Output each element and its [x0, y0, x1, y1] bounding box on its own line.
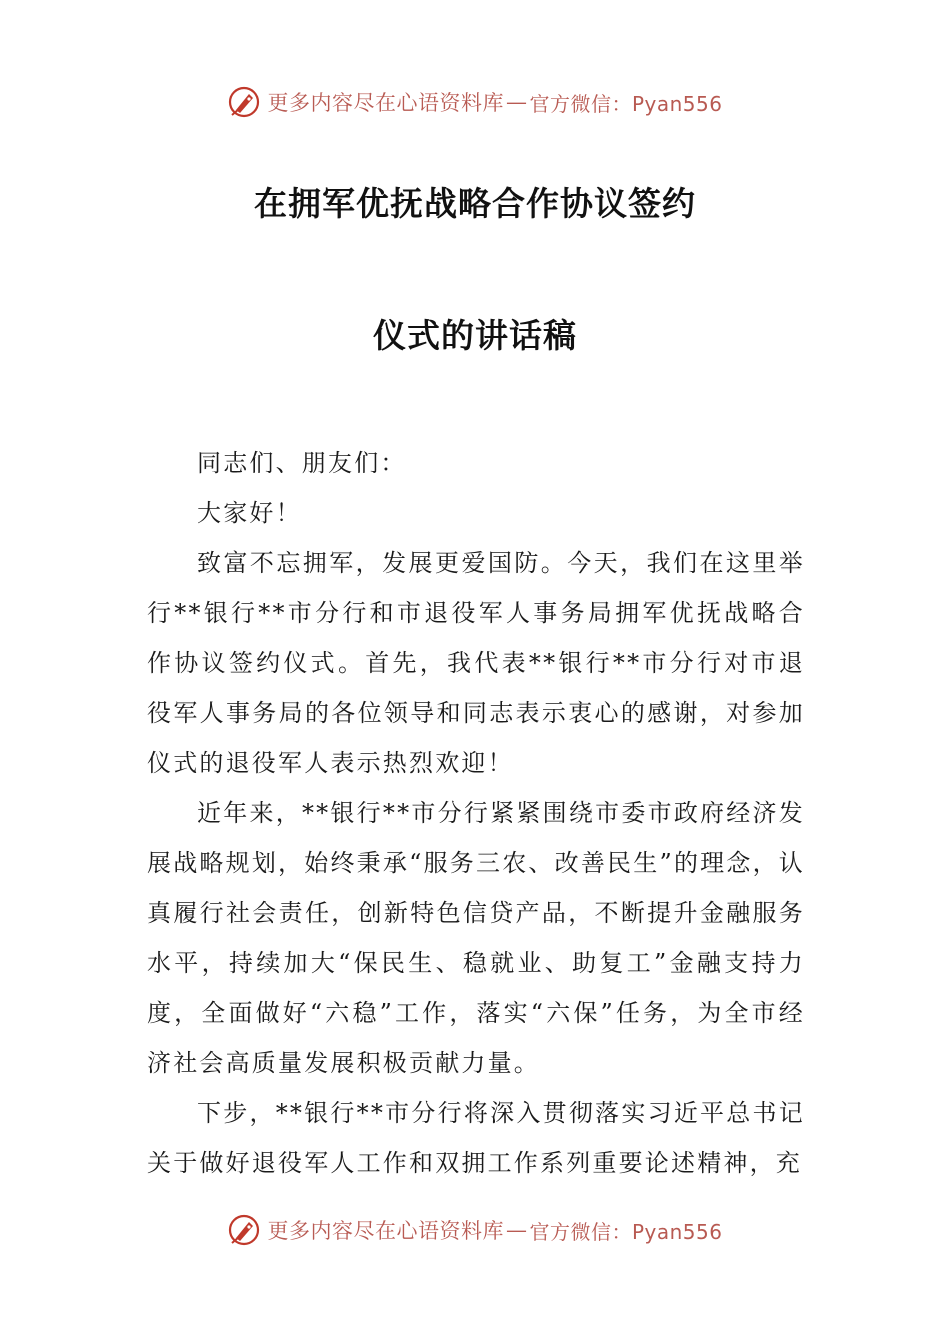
pen-nib-logo-icon	[227, 1213, 261, 1247]
paragraph-3: 下步，**银行**市分行将深入贯彻落实习近平总书记关于做好退役军人工作和双拥工作系列重要论述精神，充	[147, 1099, 805, 1177]
banner-wechat: 官方微信：Pyan556	[529, 91, 723, 116]
banner-wechat: 官方微信：Pyan556	[529, 1219, 723, 1244]
banner-text: 更多内容尽在心语资料库	[267, 91, 504, 115]
footer-watermark-banner	[0, 1210, 950, 1250]
banner-text: 更多内容尽在心语资料库	[267, 1219, 504, 1243]
pen-nib-logo-icon	[227, 85, 261, 119]
paragraph-1: 致富不忘拥军，发展更爱国防。今天，我们在这里举行**银行**市分行和市退役军人事务局拥军优抚战略合作协议签约仪式。首先，我代表**银行**市分行对市退役军人事务局的各位领导和同志表示衷心的感谢，对参加仪式的退役军人表示热烈欢迎！	[147, 549, 805, 777]
greeting: 同志们、朋友们：	[197, 449, 407, 477]
paragraph-2: 近年来，**银行**市分行紧紧围绕市委市政府经济发展战略规划，始终秉承“服务三农、改善民生”的理念，认真履行社会责任，创新特色信贷产品，不断提升金融服务水平，持续加大“保民生、稳就业、助复工”金融支持力度，全面做好“六稳”工作，落实“六保”任务，为全市经济社会高质量发展积极贡献力量。	[147, 799, 805, 1077]
salutation: 大家好！	[197, 499, 302, 527]
page-title-line-2: 仪式的讲话稿	[373, 316, 577, 355]
banner-separator: —	[505, 90, 528, 114]
header-watermark-banner	[0, 82, 950, 122]
speech-body	[147, 438, 805, 1188]
page-title-line-1: 在拥军优抚战略合作协议签约	[254, 184, 696, 223]
banner-separator: —	[505, 1218, 528, 1242]
